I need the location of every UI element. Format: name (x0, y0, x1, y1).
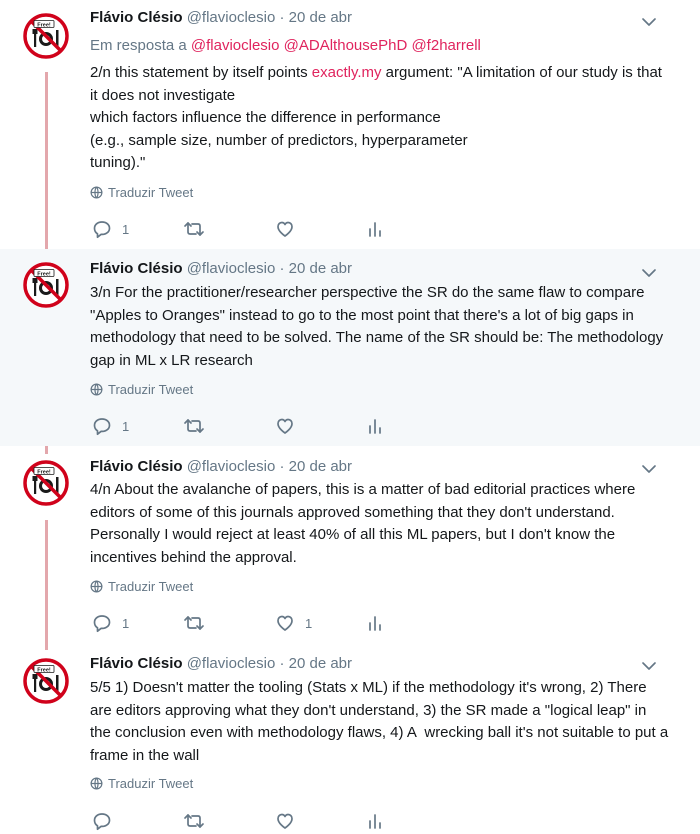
tweet-text: 3/n For the practitioner/researcher perspective the SR do the same flaw to compare "Apples to Oranges" instead to go to the most point that there's a lot of big gaps in methodology that need to be solved. The name of the SR should be: The methodology gap in ML x LR research (90, 284, 668, 369)
reply-count: 1 (122, 418, 130, 434)
heart-icon (275, 811, 295, 831)
analytics-icon (367, 811, 383, 831)
reply-prefix: Em resposta a (90, 37, 187, 54)
avatar[interactable] (23, 460, 69, 506)
analytics-button[interactable] (367, 612, 383, 634)
separator: · (279, 260, 285, 277)
reply-context (90, 37, 481, 54)
tweet-link[interactable]: exactly.my (311, 64, 382, 81)
tweet-header (90, 655, 352, 677)
mention-link[interactable]: @flavioclesio (190, 37, 280, 54)
chevron-down-icon[interactable] (640, 13, 658, 31)
avatar[interactable] (23, 658, 69, 704)
tweet[interactable] (0, 448, 700, 645)
reply-button[interactable] (92, 415, 129, 437)
tweet-text: 4/n About the avalanche of papers, this is a matter of bad editorial practices where editors of some of this journals approved something that they don't understand. Personally I would reject at least 40% of all this ML papers, but I don't know the incentives behind the approval. (90, 481, 640, 566)
translate-label: Traduzir Tweet (108, 185, 194, 200)
tweet[interactable] (0, 249, 700, 446)
tweet[interactable] (0, 0, 700, 245)
avatar[interactable] (23, 13, 69, 59)
author-handle[interactable]: @flavioclesio (186, 655, 276, 672)
mention-link[interactable]: @f2harrell (411, 37, 481, 54)
like-button[interactable] (275, 415, 305, 437)
translate-label: Traduzir Tweet (108, 776, 194, 791)
retweet-icon (183, 416, 205, 436)
heart-icon (275, 613, 295, 633)
tweet-text-part: argument: "A limitation of our study is that it does not investigate which factors influence the difference in performance (e.g., sample size, number of predictors, hyperparameter tuning)." (90, 64, 662, 172)
author-name[interactable]: Flávio Clésio (90, 655, 183, 672)
tweet-date[interactable]: 20 de abr (288, 9, 353, 26)
chevron-down-icon[interactable] (640, 264, 658, 282)
separator: · (279, 9, 285, 26)
avatar-badge-text: Free! (37, 469, 51, 476)
tweet-actions (92, 218, 392, 240)
tweet-date[interactable]: 20 de abr (288, 655, 353, 672)
avatar[interactable] (23, 262, 69, 308)
translate-label: Traduzir Tweet (108, 579, 194, 594)
tweet-header (90, 9, 352, 31)
reply-icon (92, 613, 112, 633)
reply-icon (92, 811, 112, 831)
separator: · (279, 458, 285, 475)
avatar-badge-text: Free! (37, 271, 51, 278)
reply-button[interactable] (92, 612, 129, 634)
like-button[interactable] (275, 218, 305, 240)
chevron-down-icon[interactable] (640, 657, 658, 675)
retweet-button[interactable] (183, 612, 205, 634)
retweet-icon (183, 219, 205, 239)
tweet-text: 5/5 1) Doesn't matter the tooling (Stats x ML) if the methodology it's wrong, 2) There are editors approving what they don't understand, 3) the SR made a "logical leap" in the conclusion even with methodology flaws, 4) A wrecking ball it's not suitable to put a frame in the wall (90, 679, 673, 764)
reply-button[interactable] (92, 810, 122, 832)
heart-icon (275, 219, 295, 239)
translate-tweet-link[interactable] (90, 185, 193, 200)
translate-tweet-link[interactable] (90, 382, 193, 397)
author-handle[interactable]: @flavioclesio (186, 9, 276, 26)
tweet-date[interactable]: 20 de abr (288, 260, 353, 277)
retweet-icon (183, 613, 205, 633)
tweet-header (90, 260, 352, 282)
author-handle[interactable]: @flavioclesio (186, 458, 276, 475)
analytics-icon (367, 613, 383, 633)
chevron-down-icon[interactable] (640, 460, 658, 478)
retweet-icon (183, 811, 205, 831)
globe-icon (90, 580, 103, 593)
retweet-button[interactable] (183, 218, 205, 240)
translate-tweet-link[interactable] (90, 579, 193, 594)
reply-count: 1 (122, 615, 130, 631)
tweet-actions (92, 810, 392, 832)
tweet[interactable] (0, 645, 700, 834)
retweet-button[interactable] (183, 415, 205, 437)
reply-icon (92, 219, 112, 239)
translate-tweet-link[interactable] (90, 776, 193, 791)
analytics-button[interactable] (367, 415, 383, 437)
author-name[interactable]: Flávio Clésio (90, 458, 183, 475)
tweet-date[interactable]: 20 de abr (288, 458, 353, 475)
like-count: 1 (305, 615, 313, 631)
author-handle[interactable]: @flavioclesio (186, 260, 276, 277)
avatar-badge-text: Free! (37, 667, 51, 674)
separator: · (279, 655, 285, 672)
like-button[interactable] (275, 810, 305, 832)
globe-icon (90, 186, 103, 199)
like-button[interactable] (275, 612, 312, 634)
tweet-text-part: 2/n this statement by itself points (90, 64, 312, 81)
analytics-button[interactable] (367, 810, 383, 832)
tweet-header (90, 458, 352, 480)
tweet-actions (92, 415, 392, 437)
translate-label: Traduzir Tweet (108, 382, 194, 397)
tweet-actions (92, 612, 392, 634)
avatar-badge-text: Free! (37, 22, 51, 29)
author-name[interactable]: Flávio Clésio (90, 9, 183, 26)
reply-icon (92, 416, 112, 436)
reply-count: 1 (122, 221, 130, 237)
author-name[interactable]: Flávio Clésio (90, 260, 183, 277)
analytics-icon (367, 219, 383, 239)
mention-link[interactable]: @ADAlthousePhD (283, 37, 408, 54)
tweet-text (90, 62, 670, 175)
analytics-icon (367, 416, 383, 436)
reply-button[interactable] (92, 218, 129, 240)
globe-icon (90, 383, 103, 396)
retweet-button[interactable] (183, 810, 205, 832)
globe-icon (90, 777, 103, 790)
heart-icon (275, 416, 295, 436)
analytics-button[interactable] (367, 218, 383, 240)
